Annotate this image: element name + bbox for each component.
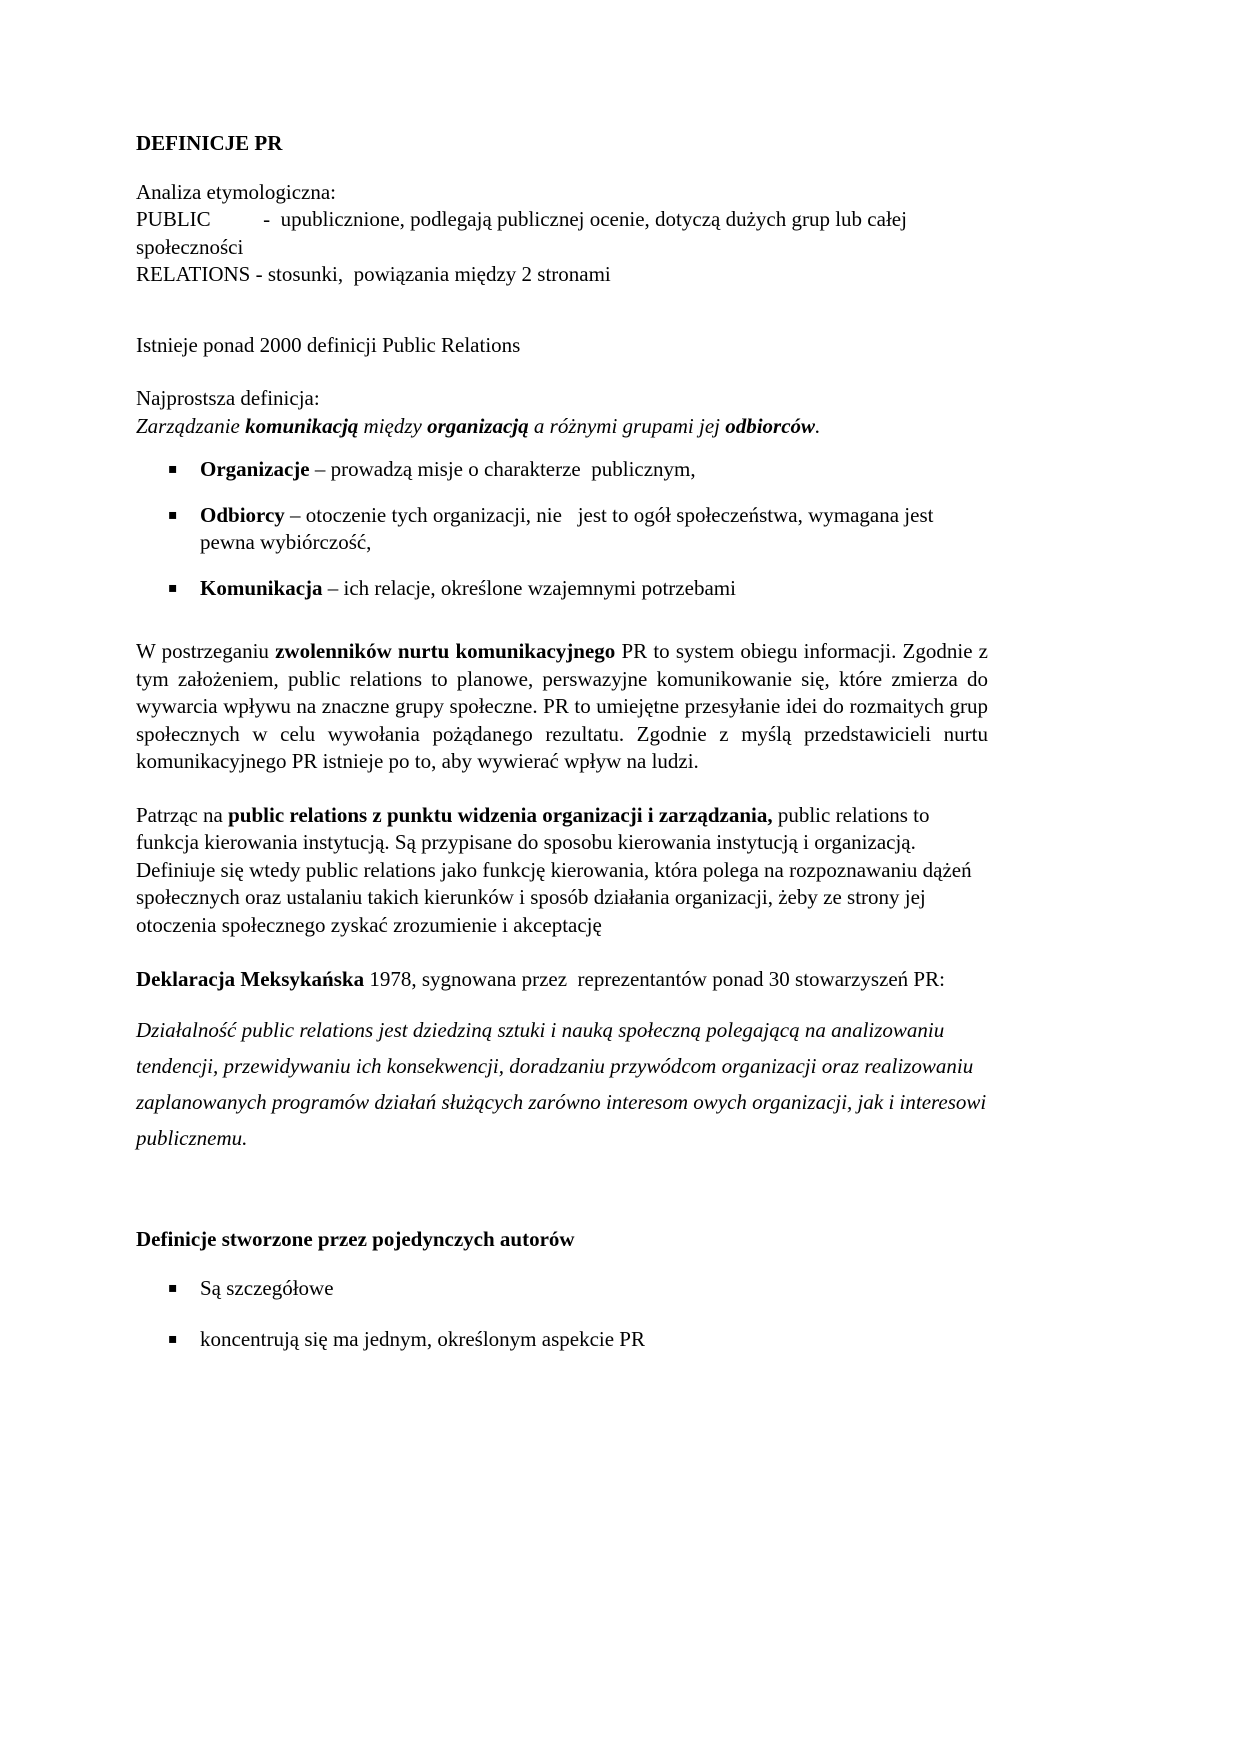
- bullet-icon: ▪: [168, 1280, 178, 1296]
- text-run: – ich relacje, określone wzajemnymi potrzebami: [322, 575, 736, 600]
- list-item: [136, 502, 988, 557]
- bullet-icon: ▪: [168, 461, 178, 477]
- text-run: Deklaracja Meksykańska: [136, 967, 365, 991]
- text-run: – otoczenie tych organizacji, nie jest to ogół społeczeństwa, wymagana jest pewna wybiórczość,: [200, 502, 934, 554]
- bullet-icon: ▪: [168, 579, 178, 596]
- organization-view-paragraph: [136, 802, 988, 940]
- bullet-text: [200, 576, 736, 600]
- text-run: komunikacją: [245, 413, 359, 438]
- mexican-declaration-heading: [136, 966, 988, 994]
- text-run: a różnymi grupami jej: [528, 413, 726, 438]
- text-run: koncentrują się ma jednym, określonym aspekcie PR: [200, 1326, 645, 1351]
- simplest-definition-text: [136, 413, 988, 441]
- text-run: zwolenników nurtu komunikacyjnego: [275, 639, 616, 663]
- text-run: Organizacje: [200, 457, 310, 481]
- communication-stream-paragraph: [136, 638, 988, 776]
- list-item: [136, 1326, 988, 1354]
- text-run: Są szczegółowe: [200, 1276, 334, 1300]
- text-run: między: [358, 413, 428, 438]
- simplest-definition-label: Najprostsza definicja:: [136, 386, 320, 410]
- list-item: [136, 1275, 988, 1303]
- document-title: DEFINICJE PR: [136, 131, 283, 155]
- etymology-relations-line: RELATIONS - stosunki, powiązania między 2 stronami: [136, 262, 611, 286]
- mexican-declaration-text: [136, 1012, 988, 1156]
- text-run: Patrząc na: [136, 802, 229, 827]
- bullet-text: [200, 457, 696, 481]
- text-run: Odbiorcy: [200, 502, 285, 527]
- text-run: public relations to funkcja kierowania instytucją. Są przypisane do sposobu kierowania instytucją i organizacją. Definiuje się wtedy public relations jako funkcję kierowania, która polega na rozpoznawaniu dążeń społecznych oraz ustalaniu takich kierunków i sposób działania organizacji, żeby ze strony jej otoczenia społecznego zyskać zrozumienie i akceptację: [136, 802, 972, 937]
- list-item: [136, 575, 988, 603]
- authors-definitions-heading: Definicje stworzone przez pojedynczych autorów: [136, 1226, 575, 1251]
- text-run: public relations z punktu widzenia organizacji i zarządzania,: [228, 802, 773, 827]
- bullet-text: [200, 1276, 334, 1300]
- text-run: organizacją: [427, 413, 529, 438]
- text-run: Zarządzanie: [136, 413, 246, 438]
- text-run: 1978, sygnowana przez reprezentantów ponad 30 stowarzyszeń PR:: [364, 967, 945, 991]
- etymology-paragraph: [136, 179, 988, 289]
- definitions-count-line: Istnieje ponad 2000 definicji Public Relations: [136, 332, 521, 357]
- text-run: .: [815, 413, 821, 438]
- definition-bullet-list: [136, 456, 988, 602]
- text-run: Działalność public relations jest dziedziną sztuki i nauką społeczną polegającą na analizowaniu tendencji, przewidywaniu ich konsekwencji, doradzaniu przywódcom organizacji oraz realizowaniu zaplanowanych programów działań służących zarówno interesom owych organizacji, jak i interesowi publicznemu.: [136, 1017, 987, 1150]
- bullet-icon: ▪: [168, 1330, 178, 1347]
- bullet-text: [200, 503, 933, 555]
- simplest-definition-block: [136, 385, 988, 440]
- text-run: PR to system obiegu informacji. Zgodnie z tym założeniem, public relations to planowe, perswazyjne komunikowanie się, które zmierza do wywarcia wpływu na znaczne grupy społeczne. PR to umiejętne przesyłanie idei do rozmaitych grup społecznych w celu wywołania pożądanego rezultatu. Zgodnie z myślą przedstawicieli nurtu komunikacyjnego PR istnieje po to, aby wywierać wpływ na ludzi.: [136, 639, 989, 773]
- text-run: W postrzeganiu: [136, 639, 276, 663]
- text-run: odbiorców: [725, 413, 816, 438]
- etymology-public-line: PUBLIC - upublicznione, podlegają publicznej ocenie, dotyczą dużych grup lub całej społeczności: [136, 207, 907, 259]
- bullet-text: [200, 1327, 645, 1351]
- authors-bullet-list: [136, 1275, 988, 1353]
- list-item: [136, 456, 988, 484]
- bullet-icon: ▪: [168, 506, 178, 523]
- text-run: Komunikacja: [200, 575, 323, 600]
- text-run: – prowadzą misje o charakterze publicznym,: [309, 457, 696, 481]
- etymology-heading: Analiza etymologiczna:: [136, 179, 337, 204]
